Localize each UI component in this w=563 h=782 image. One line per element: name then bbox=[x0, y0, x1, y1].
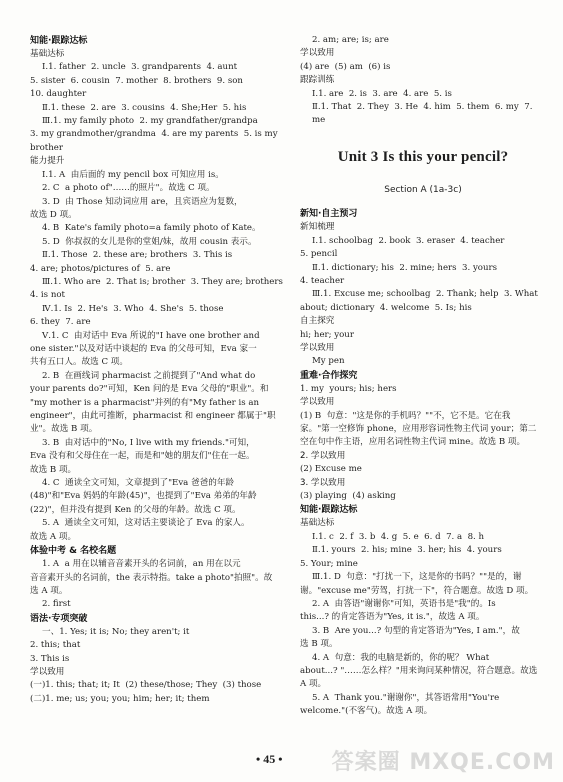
answer-line: about; dictionary 4. welcome 5. Is; his bbox=[300, 302, 472, 313]
section-heading: 学以致用 bbox=[300, 397, 335, 408]
answer-line: (一)1. this; that; it; It (2) these/those; They (3) those bbox=[30, 680, 262, 691]
answer-line: Ⅳ.1. Is 2. He's 3. Who 4. She's 5. those bbox=[42, 303, 224, 314]
section-heading: 知能·跟踪达标 bbox=[300, 505, 358, 516]
section-heading: 基础达标 bbox=[30, 49, 65, 60]
unit-title: Unit 3 Is this your pencil? bbox=[337, 148, 509, 165]
section-heading: 新知梳理 bbox=[300, 222, 335, 233]
section-title: Section A (1a-3c) bbox=[384, 185, 462, 196]
answer-line: 2. this; that bbox=[30, 640, 81, 651]
section-heading: 能力提升 bbox=[30, 156, 65, 167]
answer-line: "my mother is a pharmacist"并列的有"My father is an bbox=[30, 397, 260, 408]
watermark-logo: 答案圈 MXQE.COM bbox=[331, 750, 555, 775]
answer-line: 4. A 句意：我的电脑是新的，你的呢？ What bbox=[312, 652, 490, 663]
answer-line: 1. A a 用在以辅音音素开头的名词前，an 用在以元 bbox=[42, 559, 241, 570]
answer-line: 选 B 项。 bbox=[300, 639, 338, 650]
answer-line: 5. D 你叔叔的女儿是你的堂姐/妹，故用 cousin 表示。 bbox=[42, 236, 257, 247]
answer-line: 3. This is bbox=[30, 653, 70, 664]
answer-line: 4. are; photos/pictures of 5. are bbox=[30, 263, 171, 274]
answer-line: Ⅴ.1. C 由对话中 Eva 所说的"I have one brother and bbox=[42, 330, 260, 341]
answer-line: 共有五口人。故选 C 项。 bbox=[30, 357, 128, 368]
answer-line: 6. they 7. are bbox=[30, 317, 91, 328]
right-top-answers bbox=[300, 34, 546, 128]
section-heading: 自主探究 bbox=[300, 316, 335, 327]
answer-line: 5. pencil bbox=[300, 249, 338, 260]
answer-line: 4. is not bbox=[30, 290, 65, 301]
right-column bbox=[300, 34, 546, 719]
answer-line: (3) playing (4) asking bbox=[300, 491, 396, 502]
section-heading: 2. 学以致用 bbox=[300, 450, 346, 461]
answer-line: 音音素开头的名词前，the 表示特指。take a photo"拍照"。故 bbox=[30, 572, 273, 583]
answer-line: hi; her; your bbox=[300, 329, 354, 340]
answer-line: 2. first bbox=[42, 599, 71, 610]
answer-line: 1. my yours; his; hers bbox=[300, 383, 397, 394]
answer-line: welcome."(不客气)。故选 A 项。 bbox=[300, 706, 433, 717]
section-heading: 重难·合作探究 bbox=[300, 370, 358, 381]
answer-line: (二)1. me; us; you; you; him; her; it; them bbox=[30, 693, 210, 704]
answer-line: brother bbox=[30, 142, 63, 153]
answer-line: 谢。"excuse me"劳驾，打扰一下"，符合题意。故选 D 项。 bbox=[300, 585, 534, 596]
answer-line: 3. D 由 Those 知动词应用 are，且宾语应为复数， bbox=[42, 196, 243, 207]
section-heading: 基础达标 bbox=[300, 518, 335, 529]
answer-line: 故选 B 项。 bbox=[30, 464, 77, 475]
answer-line: 空在句中作主语，应用名词性物主代词 mine。故选 B 项。 bbox=[300, 437, 526, 448]
answer-line: 3. B Are you...? 句型的肯定答语为"Yes, I am."，故 bbox=[312, 625, 520, 636]
left-column bbox=[30, 34, 288, 706]
answer-line: 2. B 在画线词 pharmacist 之前提到了"And what do bbox=[42, 370, 256, 381]
section-heading: 学以致用 bbox=[300, 48, 335, 59]
answer-line: 一、1. Yes; it is; No; they aren't; it bbox=[42, 626, 190, 637]
answer-line: (48)"和"Eva 妈妈的年龄(45)"，也提到了"Eva 弟弟的年龄 bbox=[30, 491, 257, 502]
answer-line: Ⅲ.1. Who are 2. That is; brother 3. They are; brothers bbox=[42, 276, 283, 287]
section-heading: 语法·专项突破 bbox=[30, 613, 88, 624]
answer-line: Ⅱ.1. yours 2. his; mine 3. her; his 4. yours bbox=[312, 545, 502, 556]
answer-line: Ⅰ.1. father 2. uncle 3. grandparents 4. aunt bbox=[42, 62, 238, 73]
answer-line: Ⅰ.1. schoolbag 2. book 3. eraser 4. teacher bbox=[312, 235, 505, 246]
answer-line: A 项。 bbox=[300, 679, 327, 690]
answer-line: Ⅱ.1. That 2. They 3. He 4. him 5. them 6. my 7. me bbox=[312, 102, 536, 126]
section-heading: 体验中考 & 名校名题 bbox=[30, 546, 117, 557]
answer-line: 2. A 由答语"谢谢你"可知，英语书是"我"的。Is bbox=[312, 598, 496, 609]
section-heading: 跟踪训练 bbox=[300, 75, 335, 86]
answer-line: Ⅱ.1. these 2. are 3. cousins 4. She;Her 5. his bbox=[42, 102, 247, 113]
answer-line: My pen bbox=[312, 356, 345, 367]
answer-line: 5. A 通读全文可知，这对话主要谈论了 Eva 的家人。 bbox=[42, 518, 250, 529]
section-heading: 学以致用 bbox=[30, 666, 65, 677]
section-heading: 学以致用 bbox=[300, 342, 335, 353]
answer-line: 2. am; are; is; are bbox=[312, 35, 389, 45]
answer-line: your parents do?"可知，Ken 问的是 Eva 父母的"职业"。和 bbox=[30, 384, 269, 395]
answer-line: Ⅰ.1. c 2. f 3. b 4. g 5. e 6. d 7. a 8. h bbox=[312, 531, 485, 542]
answer-line: 家。"第一空修饰 phone，应用形容词性物主代词 your；第二 bbox=[300, 424, 537, 435]
section-heading: 新知·自主预习 bbox=[300, 209, 358, 220]
answer-line: (1) B 句意："这是你的手机吗？""不，它不是。它在我 bbox=[300, 410, 511, 421]
answer-line: Ⅲ.1. D 句意："打扰一下，这是你的书吗？""是的，谢 bbox=[312, 572, 522, 583]
answer-line: Eva 没有和父母住在一起，而是和"她的朋友们"住在一起。 bbox=[30, 451, 255, 462]
section-heading: 知能·跟踪达标 bbox=[30, 36, 88, 46]
answer-line: Ⅲ.1. Excuse me; schoolbag 2. Thank; help 3. What bbox=[312, 289, 538, 300]
right-bottom-answers bbox=[300, 207, 546, 718]
answer-line: 5. Your; mine bbox=[300, 558, 358, 569]
answer-line: 3. B 由对话中的"No, I live with my friends."可知， bbox=[42, 437, 255, 448]
answer-line: Ⅰ.1. A 由后面的 my pencil box 可知应用 is。 bbox=[42, 169, 224, 180]
answer-line: 2. C a photo of"……的照片"。故选 C 项。 bbox=[42, 183, 215, 194]
answer-line: engineer"，由此可推断，pharmacist 和 engineer 都属于"职 bbox=[30, 411, 276, 421]
answer-line: Ⅱ.1. Those 2. these are; brothers 3. This is bbox=[42, 250, 233, 261]
answer-line: 选 A 项。 bbox=[30, 585, 68, 596]
answer-line: 10. daughter bbox=[30, 89, 87, 100]
answer-line: 3. my grandmother/grandma 4. are my parents 5. is my bbox=[30, 129, 278, 140]
answer-line: about...? "……怎么样？"用来询问某种情况，符合题意。故选 bbox=[300, 665, 538, 676]
answer-line: 故选 A 项。 bbox=[30, 531, 77, 542]
answer-line: (22)"，但并没有提到 Ken 的父母的年龄。故选 C 项。 bbox=[30, 504, 241, 515]
answer-line: Ⅰ.1. are 2. is 3. are 4. are 5. is bbox=[312, 88, 452, 99]
answer-line: 故选 D 项。 bbox=[30, 209, 77, 220]
answer-line: one sister."以及对话中谈起的 Eva 的父母可知，Eva 家一 bbox=[30, 343, 257, 354]
answer-line: 4. teacher bbox=[300, 275, 345, 286]
answer-line: Ⅱ.1. dictionary; his 2. mine; hers 3. yours bbox=[312, 262, 498, 273]
page-number: • 45 • bbox=[256, 752, 283, 766]
answer-line: 4. C 通读全文可知，文章提到了"Eva 爸爸的年龄 bbox=[42, 478, 235, 489]
answer-line: (2) Excuse me bbox=[300, 464, 362, 475]
answer-line: (4) are (5) am (6) is bbox=[300, 61, 391, 72]
answer-line: 业"。故选 B 项。 bbox=[30, 424, 98, 435]
section-heading: 3. 学以致用 bbox=[300, 477, 346, 488]
answer-line: this...? 的肯定答语为"Yes, it is."，故选 A 项。 bbox=[300, 612, 485, 623]
answer-line: Ⅲ.1. my family photo 2. my grandfather/grandpa bbox=[42, 116, 258, 127]
answer-line: 4. B Kate's family photo=a family photo of Kate。 bbox=[42, 223, 261, 234]
answer-line: 5. A Thank you."谢谢你"，其答语常用"You're bbox=[312, 692, 500, 703]
answer-line: 5. sister 6. cousin 7. mother 8. brothers 9. son bbox=[30, 75, 243, 86]
